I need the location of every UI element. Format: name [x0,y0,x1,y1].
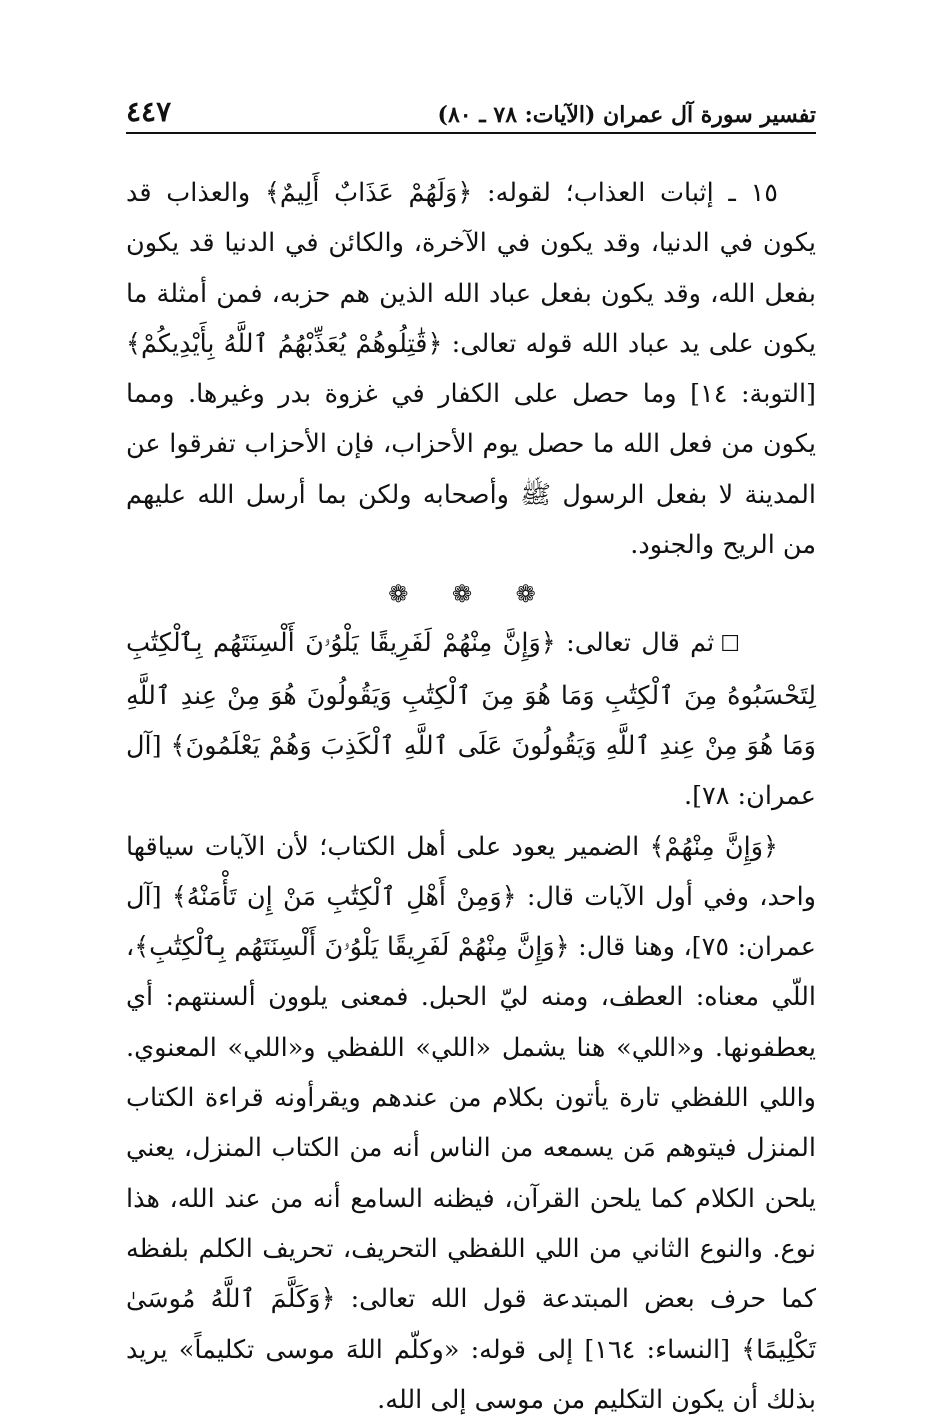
page-body [126,168,816,1425]
paragraph-commentary: ﴿وَإِنَّ مِنْهُمْ﴾ الضمير يعود على أهل الكتاب؛ لأن الآيات سياقها واحد، وفي أول الآيات قال: ﴿وَمِنْ أَهْلِ ٱلْكِتَٰبِ مَنْ إِن تَأْمَنْهُ﴾ [آل عمران: ٧٥]، وهنا قال: ﴿وَإِنَّ مِنْهُمْ لَفَرِيقًا يَلْوُۥنَ أَلْسِنَتَهُم بِٱلْكِتَٰبِ﴾، اللّي معناه: العطف، ومنه ليّ الحبل. فمعنى يلوون ألسنتهم: أي يعطفونها. و«اللي» هنا يشمل «اللي» اللفظي و«اللي» المعنوي. واللي اللفظي تارة يأتون بكلام من عندهم ويقرأونه قراءة الكتاب المنزل فيتوهم مَن يسمعه من الناس أنه من الكتاب المنزل، يعني يلحن الكلام كما يلحن القرآن، فيظنه السامع أنه من عند الله، هذا نوع. والنوع الثاني من اللي اللفظي التحريف، تحريف الكلم بلفظه كما حرف بعض المبتدعة قول الله تعالى: ﴿وَكَلَّمَ ٱللَّهُ مُوسَىٰ تَكْلِيمًا﴾ [النساء: ١٦٤] إلى قوله: «وكلّم اللهَ موسى تكليماً» يريد بذلك أن يكون التكليم من موسى إلى الله. [126,831,816,1415]
paragraph-verse-intro [126,618,816,821]
page-header [126,88,816,134]
running-title: تفسير سورة آل عمران (الآيات: ٧٨ ـ ٨٠) [437,102,816,128]
paragraph-point-15: ١٥ ـ إثبات العذاب؛ لقوله: ﴿وَلَهُمْ عَذَابٌ أَلِيمٌ﴾ والعذاب قد يكون في الدنيا، وقد يكون في الآخرة، والكائن في الدنيا قد يكون بفعل الله، وقد يكون بفعل عباد الله الذين هم حزبه، فمن أمثلة ما يكون على يد عباد الله قوله تعالى: ﴿قَٰتِلُوهُمْ يُعَذِّبْهُمُ ٱللَّهُ بِأَيْدِيكُمْ﴾ [التوبة: ١٤] وما حصل على الكفار في غزوة بدر وغيرها. ومما يكون من فعل الله ما حصل يوم الأحزاب، فإن الأحزاب تفرقوا عن المدينة لا بفعل الرسول ﷺ وأصحابه ولكن بما أرسل الله عليهم من الريح والجنود. [126,178,816,561]
section-divider-ornament: ❁ ❁ ❁ [388,580,554,609]
book-page [126,88,816,1425]
verse-intro-text: ثم قال تعالى: ﴿وَإِنَّ مِنْهُمْ لَفَرِيقًا يَلْوُۥنَ أَلْسِنَتَهُم بِٱلْكِتَٰبِ لِتَحْسَبُوهُ مِنَ ٱلْكِتَٰبِ وَمَا هُوَ مِنَ ٱلْكِتَٰبِ وَيَقُولُونَ هُوَ مِنْ عِندِ ٱللَّهِ وَمَا هُوَ مِنْ عِندِ ٱللَّهِ وَيَقُولُونَ عَلَى ٱللَّهِ ٱلْكَذِبَ وَهُمْ يَعْلَمُونَ﴾ [آل عمران: ٧٨]. [126,628,816,812]
page-number: ٤٤٧ [126,95,172,128]
square-bullet-icon: ☐ [720,632,740,658]
